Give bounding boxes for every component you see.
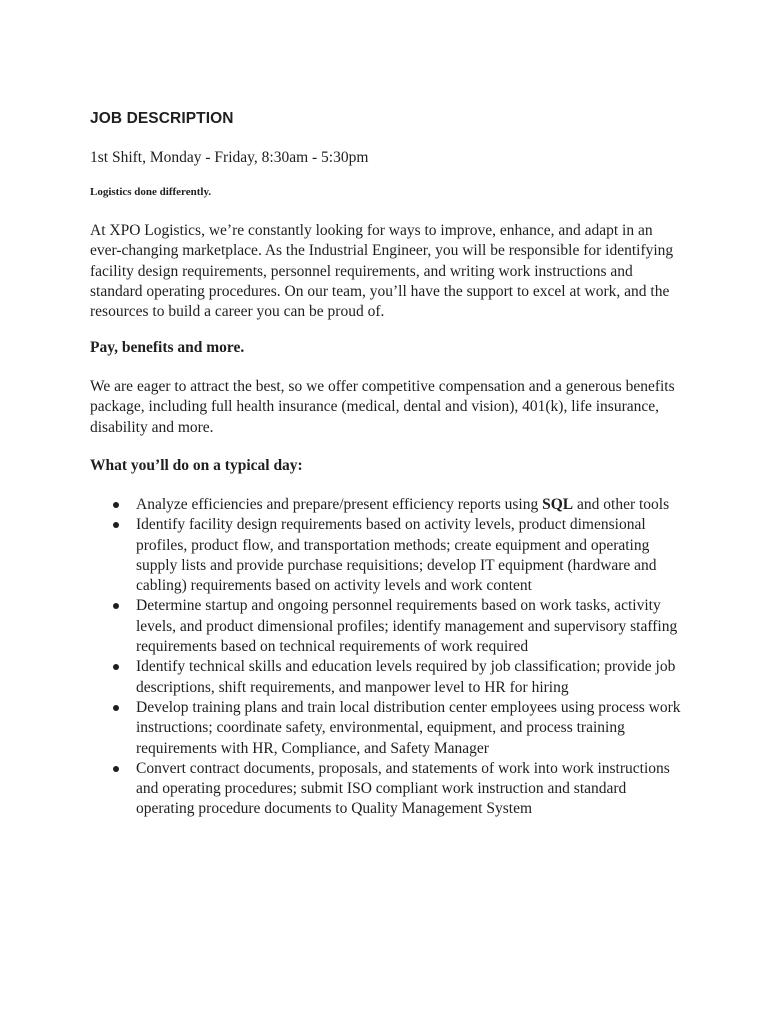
duty-text: Identify technical skills and education levels required by job classification; provide job descriptions, shift requirements, and manpower level to HR for hiring <box>136 658 676 696</box>
duties-list <box>90 495 680 820</box>
duty-text: Develop training plans and train local distribution center employees using process work instructions; coordinate safety, environmental, equipment, and process training requirements with HR, Compliance, and Safety Manager <box>136 698 681 757</box>
bullet-icon <box>113 522 119 528</box>
duty-text: Determine startup and ongoing personnel requirements based on work tasks, activity levels, and product dimensional profiles; identify management and supervisory staffing requirements based on technical requirements of work required <box>136 597 678 656</box>
duties-heading: What you’ll do on a typical day: <box>90 457 303 474</box>
pay-benefits-heading: Pay, benefits and more. <box>90 339 245 356</box>
bullet-icon <box>113 502 119 508</box>
duty-text: Convert contract documents, proposals, and statements of work into work instructions and operating procedures; submit ISO compliant work instruction and standard operating procedure documents to Quality Management System <box>136 759 670 818</box>
list-item <box>90 495 680 515</box>
list-item <box>90 515 680 596</box>
list-item <box>90 759 680 820</box>
bullet-icon <box>113 603 119 609</box>
tagline: Logistics done differently. <box>90 186 212 198</box>
shift-schedule: 1st Shift, Monday - Friday, 8:30am - 5:30pm <box>90 149 369 166</box>
bullet-icon <box>113 664 119 670</box>
page-title: JOB DESCRIPTION <box>90 110 234 127</box>
bullet-icon <box>113 766 119 772</box>
duty-text <box>136 495 681 515</box>
duty-text-start: Analyze efficiencies and prepare/present efficiency reports using <box>136 496 543 513</box>
duty-text: Identify facility design requirements based on activity levels, product dimensional profiles, product flow, and transportation methods; create equipment and operating supply lists and provide purchase requisitions; develop IT equipment (hardware and cabling) requirements based on activity levels and work content <box>136 516 657 595</box>
duty-text-end: and other tools <box>573 496 670 513</box>
intro-paragraph: At XPO Logistics, we’re constantly looking for ways to improve, enhance, and adapt in an ever-changing marketplace. As the Industrial Engineer, you will be responsible for identifying facility design requirements, personnel requirements, and writing work instructions and standard operating procedures. On our team, you’ll have the support to excel at work, and the resources to build a career you can be proud of. <box>90 222 674 321</box>
list-item <box>90 657 680 698</box>
sql-keyword: SQL <box>542 496 574 513</box>
pay-benefits-paragraph: We are eager to attract the best, so we offer competitive compensation and a generous benefits package, including full health insurance (medical, dental and vision), 401(k), life insurance, disability and more. <box>90 378 675 436</box>
bullet-icon <box>113 705 119 711</box>
list-item <box>90 596 680 657</box>
list-item <box>90 698 680 759</box>
